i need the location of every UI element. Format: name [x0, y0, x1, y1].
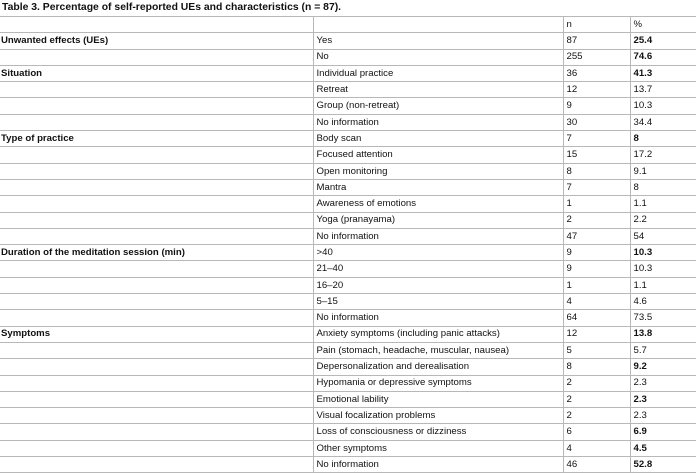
percent-cell: 2.3: [630, 408, 696, 424]
category-cell: [0, 391, 313, 407]
category-cell: [0, 359, 313, 375]
n-cell: 1: [563, 196, 630, 212]
table-row: [0, 294, 696, 310]
table-row: [0, 440, 696, 456]
table-row: [0, 245, 696, 261]
n-cell: 15: [563, 147, 630, 163]
header-item-cell: [313, 17, 563, 33]
item-cell: Yoga (pranayama): [313, 212, 563, 228]
percent-cell: 10.3: [630, 245, 696, 261]
table-row: [0, 114, 696, 130]
table-header-row: [0, 17, 696, 33]
item-cell: Individual practice: [313, 65, 563, 81]
percent-cell: 10.3: [630, 261, 696, 277]
item-cell: Awareness of emotions: [313, 196, 563, 212]
percent-cell: 4.5: [630, 440, 696, 456]
table-row: [0, 326, 696, 342]
category-cell: [0, 179, 313, 195]
item-cell: Pain (stomach, headache, muscular, nausea): [313, 342, 563, 358]
header-category-cell: [0, 17, 313, 33]
percent-cell: 74.6: [630, 49, 696, 65]
n-cell: 255: [563, 49, 630, 65]
category-cell: [0, 82, 313, 98]
percent-cell: 2.2: [630, 212, 696, 228]
table-row: [0, 147, 696, 163]
item-cell: Other symptoms: [313, 440, 563, 456]
n-cell: 47: [563, 228, 630, 244]
table-row: [0, 359, 696, 375]
table-row: [0, 98, 696, 114]
item-cell: 21–40: [313, 261, 563, 277]
data-table: [0, 16, 696, 473]
item-cell: Depersonalization and derealisation: [313, 359, 563, 375]
item-cell: Hypomania or depressive symptoms: [313, 375, 563, 391]
item-cell: Emotional lability: [313, 391, 563, 407]
percent-cell: 13.8: [630, 326, 696, 342]
table-row: [0, 391, 696, 407]
table-row: [0, 261, 696, 277]
percent-cell: 25.4: [630, 33, 696, 49]
category-cell: [0, 163, 313, 179]
item-cell: Visual focalization problems: [313, 408, 563, 424]
n-cell: 5: [563, 342, 630, 358]
table-row: [0, 196, 696, 212]
category-cell: Unwanted effects (UEs): [0, 33, 313, 49]
table-row: [0, 228, 696, 244]
percent-cell: 4.6: [630, 294, 696, 310]
category-cell: [0, 147, 313, 163]
category-cell: [0, 261, 313, 277]
table-row: [0, 179, 696, 195]
item-cell: No information: [313, 310, 563, 326]
percent-cell: 2.3: [630, 375, 696, 391]
item-cell: Mantra: [313, 179, 563, 195]
item-cell: Body scan: [313, 131, 563, 147]
category-cell: [0, 342, 313, 358]
percent-cell: 9.2: [630, 359, 696, 375]
n-cell: 4: [563, 440, 630, 456]
category-cell: [0, 212, 313, 228]
table-row: [0, 212, 696, 228]
table-row: [0, 342, 696, 358]
item-cell: No information: [313, 114, 563, 130]
category-cell: [0, 196, 313, 212]
table-caption: Table 3. Percentage of self-reported UEs and characteristics (n = 87).: [2, 2, 342, 13]
percent-cell: 34.4: [630, 114, 696, 130]
percent-cell: 8: [630, 131, 696, 147]
header-n-cell: n: [563, 17, 630, 33]
percent-cell: 9.1: [630, 163, 696, 179]
table-row: [0, 33, 696, 49]
item-cell: Open monitoring: [313, 163, 563, 179]
table-row: [0, 65, 696, 81]
percent-cell: 6.9: [630, 424, 696, 440]
percent-cell: 5.7: [630, 342, 696, 358]
category-cell: [0, 277, 313, 293]
item-cell: Anxiety symptoms (including panic attacks): [313, 326, 563, 342]
table-row: [0, 49, 696, 65]
n-cell: 2: [563, 375, 630, 391]
n-cell: 7: [563, 179, 630, 195]
percent-cell: 17.2: [630, 147, 696, 163]
percent-cell: 1.1: [630, 277, 696, 293]
n-cell: 4: [563, 294, 630, 310]
item-cell: Group (non-retreat): [313, 98, 563, 114]
item-cell: No information: [313, 457, 563, 473]
percent-cell: 1.1: [630, 196, 696, 212]
category-cell: [0, 457, 313, 473]
n-cell: 8: [563, 359, 630, 375]
n-cell: 2: [563, 391, 630, 407]
item-cell: Focused attention: [313, 147, 563, 163]
table-row: [0, 457, 696, 473]
category-cell: Type of practice: [0, 131, 313, 147]
percent-cell: 8: [630, 179, 696, 195]
n-cell: 7: [563, 131, 630, 147]
n-cell: 36: [563, 65, 630, 81]
n-cell: 9: [563, 261, 630, 277]
percent-cell: 2.3: [630, 391, 696, 407]
category-cell: [0, 294, 313, 310]
table-row: [0, 277, 696, 293]
category-cell: Duration of the meditation session (min): [0, 245, 313, 261]
category-cell: [0, 228, 313, 244]
n-cell: 6: [563, 424, 630, 440]
percent-cell: 10.3: [630, 98, 696, 114]
percent-cell: 54: [630, 228, 696, 244]
category-cell: [0, 114, 313, 130]
n-cell: 2: [563, 408, 630, 424]
percent-cell: 52.8: [630, 457, 696, 473]
item-cell: 5–15: [313, 294, 563, 310]
table-row: [0, 82, 696, 98]
item-cell: No information: [313, 228, 563, 244]
n-cell: 30: [563, 114, 630, 130]
category-cell: Symptoms: [0, 326, 313, 342]
n-cell: 87: [563, 33, 630, 49]
category-cell: Situation: [0, 65, 313, 81]
category-cell: [0, 440, 313, 456]
category-cell: [0, 375, 313, 391]
n-cell: 1: [563, 277, 630, 293]
n-cell: 12: [563, 82, 630, 98]
n-cell: 12: [563, 326, 630, 342]
n-cell: 8: [563, 163, 630, 179]
item-cell: Yes: [313, 33, 563, 49]
n-cell: 2: [563, 212, 630, 228]
percent-cell: 13.7: [630, 82, 696, 98]
n-cell: 64: [563, 310, 630, 326]
table-row: [0, 163, 696, 179]
item-cell: >40: [313, 245, 563, 261]
table-row: [0, 131, 696, 147]
item-cell: Loss of consciousness or dizziness: [313, 424, 563, 440]
table-row: [0, 408, 696, 424]
n-cell: 46: [563, 457, 630, 473]
table-body: [0, 17, 696, 473]
header-pct-cell: %: [630, 17, 696, 33]
n-cell: 9: [563, 98, 630, 114]
table-row: [0, 375, 696, 391]
category-cell: [0, 408, 313, 424]
percent-cell: 41.3: [630, 65, 696, 81]
category-cell: [0, 424, 313, 440]
table-row: [0, 424, 696, 440]
item-cell: Retreat: [313, 82, 563, 98]
percent-cell: 73.5: [630, 310, 696, 326]
item-cell: No: [313, 49, 563, 65]
table-row: [0, 310, 696, 326]
category-cell: [0, 310, 313, 326]
category-cell: [0, 98, 313, 114]
category-cell: [0, 49, 313, 65]
item-cell: 16–20: [313, 277, 563, 293]
n-cell: 9: [563, 245, 630, 261]
